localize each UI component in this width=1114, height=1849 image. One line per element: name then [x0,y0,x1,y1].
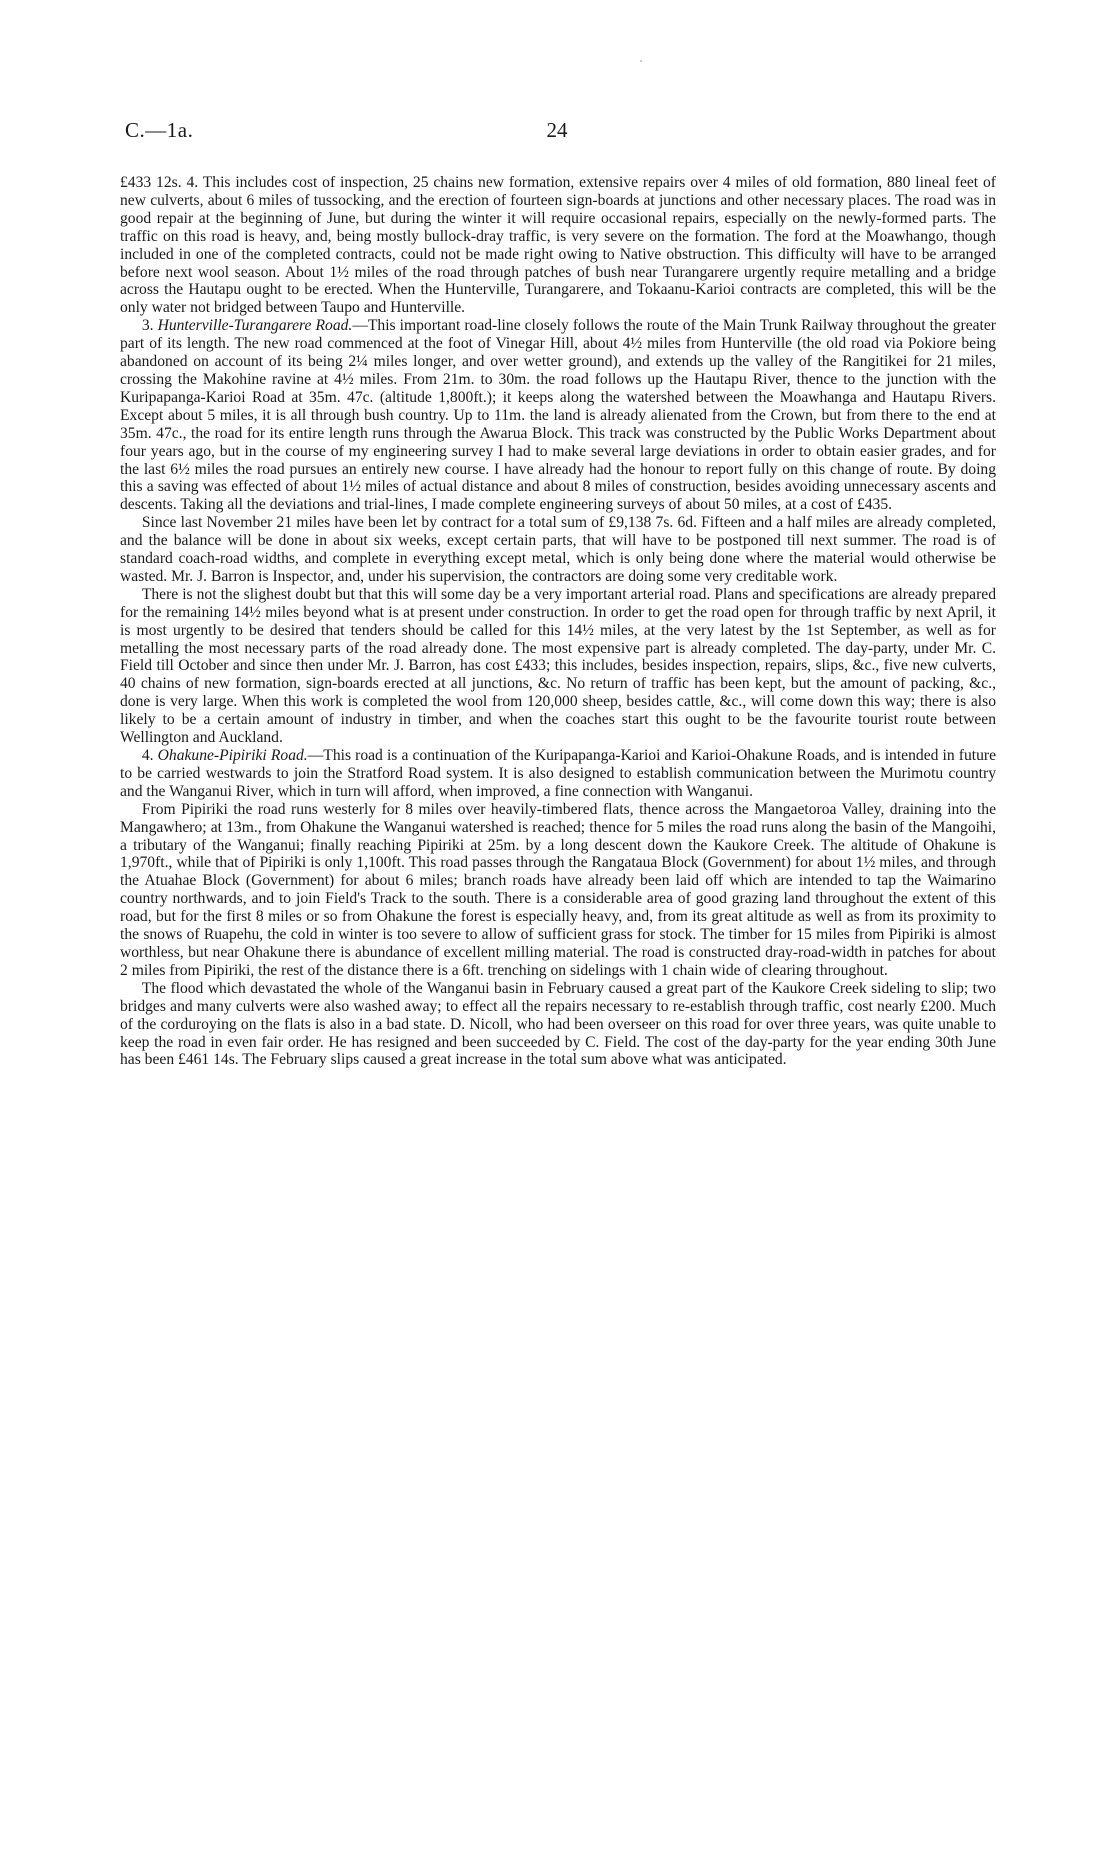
paragraph-text: —This important road-line closely follows the route of the Main Trunk Railway throughout the greater part of its length. The new road commenced at the foot of Vinegar Hill, about 4½ miles from Hunterville (the old road via Pokiore being abandoned on account of its being 2¼ miles longer, and over wetter ground), and extends up the valley of the Rangitikei for 21 miles, crossing the Makohine ravine at 4½ miles. From 21m. to 30m. the road follows up the Hautapu River, thence to the junction with the Kuripapanga-Karioi Road at 35m. 47c. (altitude 1,800ft.); it keeps along the watershed between the Moawhanga and Hautapu Rivers. Except about 5 miles, it is all through bush country. Up to 11m. the land is already alienated from the Crown, but from there to the end at 35m. 47c., the road for its entire length runs through the Awarua Block. This track was constructed by the Public Works Department about four years ago, but in the course of my engineering survey I had to make several large deviations in order to obtain easier grades, and for the last 6½ miles the road pursues an entirely new course. I have already had the honour to report fully on this change of route. By doing this a saving was effected of about 1½ miles of actual distance and about 8 miles of construction, besides avoiding unnecessary ascents and descents. Taking all the deviations and trial-lines, I made complete engineering surveys of about 50 miles, at a cost of £435. [120,317,997,514]
document-reference: C.—1a. [125,118,194,142]
section-heading: Ohakune-Pipiriki Road. [157,747,308,764]
paragraph-text: From Pipiriki the road runs westerly for 8 miles over heavily-timbered flats, thence across the Mangaetoroa Valley, draining into the Mangawhero; at 13m., from Ohakune the Wanganui watershed is reached; thence for 5 miles the road runs along the basin of the Mangoihi, a tributary of the Wanganui; finally reaching Pipiriki at 25m. by a long descent down the Kaukore Creek. The altitude of Ohakune is 1,970ft., while that of Pipiriki is only 1,100ft. This road passes through the Rangataua Block (Government) for about 1½ miles, and through the Atuahae Block (Government) for about 6 miles; branch roads have already been laid off which are intended to tap the Waimarino country northwards, and to join Field's Track to the south. There is a considerable area of good grazing land throughout the extent of this road, but for the first 8 miles or so from Ohakune the forest is especially heavy, and, from its great altitude as well as from its proximity to the snows of Ruapehu, the cold in winter is too severe to allow of sufficient grass for stock. The timber for 15 miles from Pipiriki is almost worthless, but near Ohakune there is abundance of excellent milling material. The road is constructed dray-road-width in patches for about 2 miles from Pipiriki, the rest of the distance there is a 6ft. trenching on sidelings with 1 chain wide of clearing throughout. [120,800,996,979]
paragraph-contracts [120,514,996,586]
paragraph-text: There is not the slighest doubt but that this will some day be a very important arterial road. Plans and specifications are already prepared for the remaining 14½ miles beyond what is at present under construction. In order to get the road open for through traffic by next April, it is most urgently to be desired that tenders should be called for this 14½ miles, at the very latest by the 1st September, as well as for metalling the most necessary parts of the road already done. The most expensive part is already completed. The day-party, under Mr. C. Field till October and since then under Mr. J. Barron, has cost £433; this includes, besides inspection, repairs, slips, &c., five new culverts, 40 chains of new formation, sign-boards erected at all junctions, &c. No return of traffic has been kept, but the amount of packing, &c., done is very large. When this work is completed the wool from 120,000 sheep, besides cattle, &c., will come down this way; there is also likely to be a certain amount of industry in timber, and when the coaches start this ought to be the favourite tourist route between Wellington and Auckland. [120,585,996,747]
paragraph-taupo-road-continued [120,174,996,317]
scan-speck [640,60,642,62]
body-text [120,174,996,1069]
section-heading: Hunterville-Turangarere Road. [157,317,353,335]
page-header [125,118,989,148]
page-number: 24 [546,118,568,142]
section-number: 4. [141,747,158,764]
paragraph-text: £433 12s. 4. This includes cost of inspection, 25 chains new formation, extensive repairs over 4 miles of old formation, 880 lineal feet of new culverts, about 6 miles of tussocking, and the erection of fourteen sign-boards at junctions and other necessary places. The road was in good repair at the beginning of June, but during the winter it will require occasional repairs, especially on the newly-formed parts. The traffic on this road is heavy, and, being mostly bullock-dray traffic, is very severe on the formation. The ford at the Moawhango, though included in one of the completed contracts, could not be made right owing to Native obstruction. This difficulty will have to be arranged before next wool season. About 1½ miles of the road through patches of bush near Turangarere urgently require metalling and a bridge across the Hautapu ought to be erected. When the Hunterville, Turangarere, and Tokaanu-Karioi contracts are completed, this will be the only water not bridged between Taupo and Hunterville. [120,174,996,317]
paragraph-route-description [120,801,996,980]
paragraph-text: Since last November 21 miles have been let by contract for a total sum of £9,138 7s. 6d. Fifteen and a half miles are already completed, and the balance will be done in about six weeks, except certain parts, that will have to be postponed till next summer. The road is of standard coach-road widths, and complete in everything except metal, which is only being done where the material would otherwise be wasted. Mr. J. Barron is Inspector, and, under his supervision, the contractors are doing some very creditable work. [120,514,996,585]
paragraph-text: The flood which devastated the whole of the Wanganui basin in February caused a great part of the Kaukore Creek sideling to slip; two bridges and many culverts were also washed away; to effect all the repairs necessary to re-establish through traffic, cost nearly £200. Much of the corduroying on the flats is also in a bad state. D. Nicoll, who had been overseer on this road for over three years, was quite unable to keep the road in even fair order. He has resigned and been succeeded by C. Field. The cost of the day-party for the year ending 30th June has been £461 14s. The February slips caused a great increase in the total sum above what was anticipated. [120,979,996,1069]
section-number: 3. [141,317,158,335]
paragraph-text: —This road is a continuation of the Kuripapanga-Karioi and Karioi-Ohakune Roads, and is intended in future to be carried westwards to join the Stratford Road system. It is also designed to establish communication between the Murimotu country and the Wanganui River, which in turn will afford, when improved, a fine connection with Wanganui. [120,747,997,800]
paragraph-flood-damage [120,980,996,1070]
paragraph-hunterville-turangarere-road [120,317,996,514]
paragraph-ohakune-pipiriki-road [120,747,996,801]
paragraph-arterial-road [120,586,996,747]
